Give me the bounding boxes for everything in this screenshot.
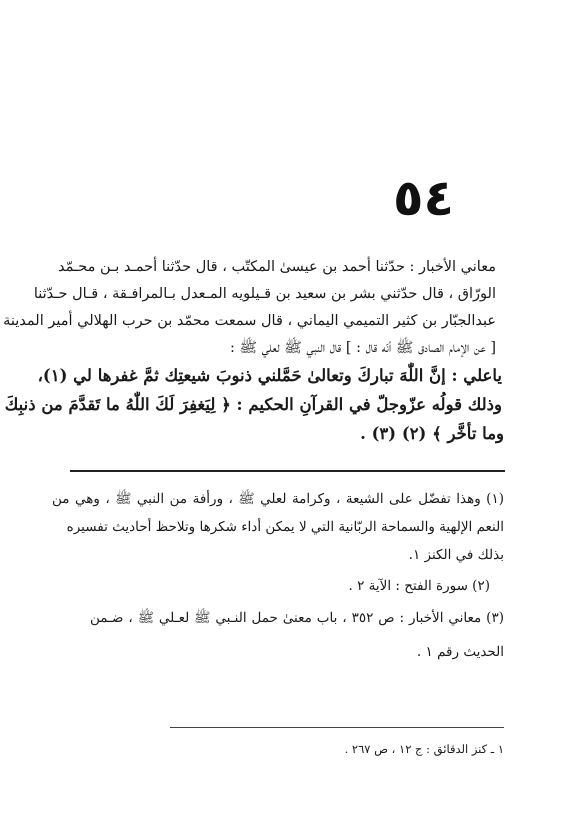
hadith-text-line-2: وذلك قولُه عزّوجلّ في القرآنِ الحكيم : ﴿ لِيَغفِرَ لَكَ اللّٰهُ ما تَقدَّمَ من ذنبِكَ xyxy=(4,395,502,414)
hadith-line-1: معاني الأخبار : حدّثنا أحمد بن عيسىٰ المكتّب ، قال حدّثنا أحمـد بـن محـمّد xyxy=(57,259,496,275)
hadith-line-3: عبدالجبّار بن كثير التميمي اليماني ، قال سمعت محمّد بن حرب الهلالي أمير المدينة xyxy=(3,313,496,329)
bottom-note-separator xyxy=(170,727,504,728)
bottom-note: ١ ـ كنز الدقائق : ج ١٢ ، ص ٢٦٧ . xyxy=(344,742,504,756)
footnote-1-line-2: النعم الإلهية والسماحة الربّانية التي لا يمكن أداء شكرها وتلاحظ أحاديث تفسيره xyxy=(66,519,504,535)
footnote-2: (٢) سورة الفتح : الآية ٢ . xyxy=(348,578,490,594)
footnote-1-line-1: (١) وهذا تفضّل على الشيعة ، وكرامة لعلي ﷺ ، ورأفة من النبي ﷺ ، وهي من xyxy=(52,491,504,507)
footnote-separator xyxy=(70,470,505,472)
page-number-heading: ٥٤ xyxy=(392,169,454,227)
hadith-line-2: الورّاق ، قال حدّثني بشر بن سعيد بن قـيلويه المـعدل بـالمرافـقة ، قـال حـدّثنا xyxy=(33,286,496,302)
footnote-3-line-2: الحديث رقم ١ . xyxy=(416,644,504,660)
hadith-line-4: [ عن الإمام الصادق ﷺ أنّه قال : ] قال النبي ﷺ لعلي ﷺ : xyxy=(229,340,496,356)
footnote-1-line-3: بذلك في الكنز ١. xyxy=(408,547,504,563)
hadith-text-line-1: ياعلي : إنَّ اللّٰهَ تباركَ وتعالىٰ حَمَّلني ذنوبَ شيعتِك ثمَّ غفرها لي (١)، xyxy=(37,366,502,385)
hadith-text-line-3: وما تأخَّر ﴾ (٢) (٣) . xyxy=(360,424,504,443)
footnote-3-line-1: (٣) معاني الأخبار : ص ٣٥٢ ، باب معنىٰ حمل النـبي ﷺ لعـلي ﷺ ، ضـمن xyxy=(90,610,504,626)
